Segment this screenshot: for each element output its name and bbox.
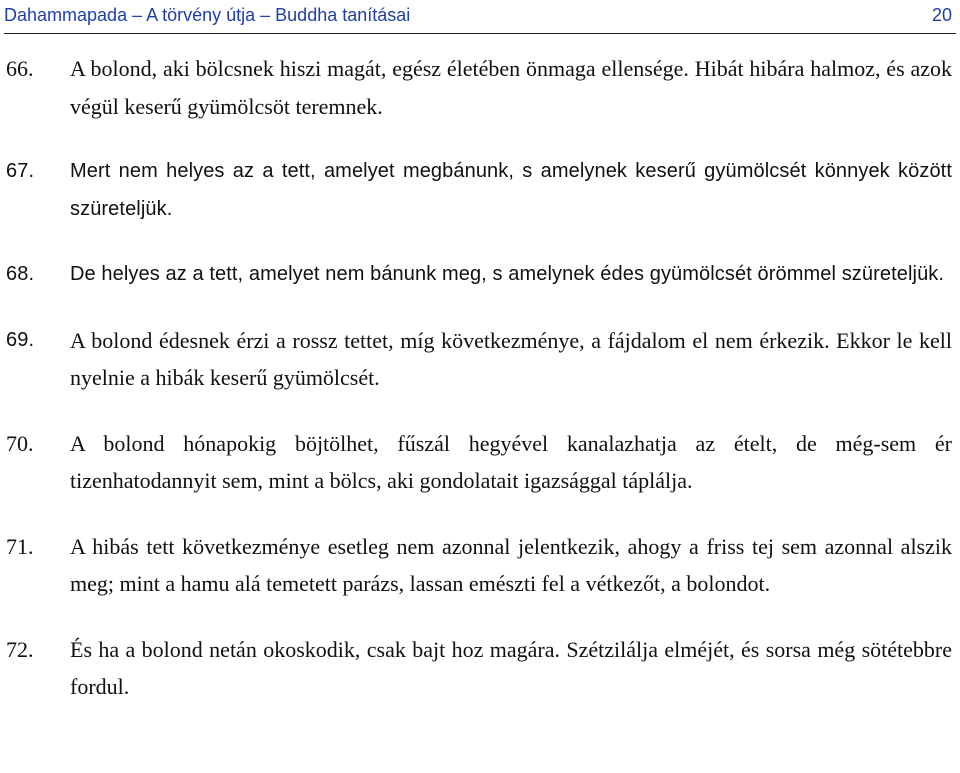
verse-list [0,50,960,734]
verse-text: A hibás tett következménye esetleg nem azonnal jelentkezik, ahogy a friss tej sem azonnal alszik meg; mint a hamu alá temetett parázs, lassan emészti fel a vétkezőt, a bolondot. [70,533,952,596]
verse-number: 66. [6,56,34,81]
verse-text: És ha a bolond netán okoskodik, csak bajt hoz magára. Szétzilálja elméjét, és sorsa még sötétebbre fordul. [70,636,952,699]
verse-number: 68. [6,263,35,285]
verse-66 [0,50,960,125]
verse-text: De helyes az a tett, amelyet nem bánunk meg, s amelynek édes gyümölcsét örömmel szüreteljük. [70,263,945,285]
page-number: 20 [931,5,952,25]
header-title: Dahammapada – A törvény útja – Buddha tanításai [4,5,411,25]
verse-text: A bolond édesnek érzi a rossz tettet, míg következménye, a fájdalom el nem érkezik. Ekkor le kell nyelnie a hibák keserű gyümölcsét. [70,327,952,390]
verse-69 [0,322,960,397]
verse-number: 67. [6,160,35,182]
page-header [4,4,956,28]
verse-71 [0,528,960,603]
verse-number: 71. [6,533,34,559]
verse-67 [0,153,960,228]
verse-text: A bolond hónapokig böjtölhet, fűszál hegyével kanalazhatja az ételt, de még-sem ér tizenhatodannyit sem, mint a bölcs, aki gondolatait igazsággal táplálja. [70,430,952,493]
verse-text: A bolond, aki bölcsnek hiszi magát, egész életében önmaga ellensége. Hibát hibára halmoz, és azok végül keserű gyümölcsöt teremnek. [70,56,952,119]
verse-number: 72. [6,636,34,662]
verse-number: 70. [6,430,34,456]
verse-68 [0,256,960,294]
verse-70 [0,425,960,500]
verse-72 [0,631,960,706]
verse-number: 69. [6,328,35,351]
verse-text: Mert nem helyes az a tett, amelyet megbánunk, s amelynek keserű gyümölcsét könnyek között szüreteljük. [70,160,952,220]
header-divider [4,33,956,34]
